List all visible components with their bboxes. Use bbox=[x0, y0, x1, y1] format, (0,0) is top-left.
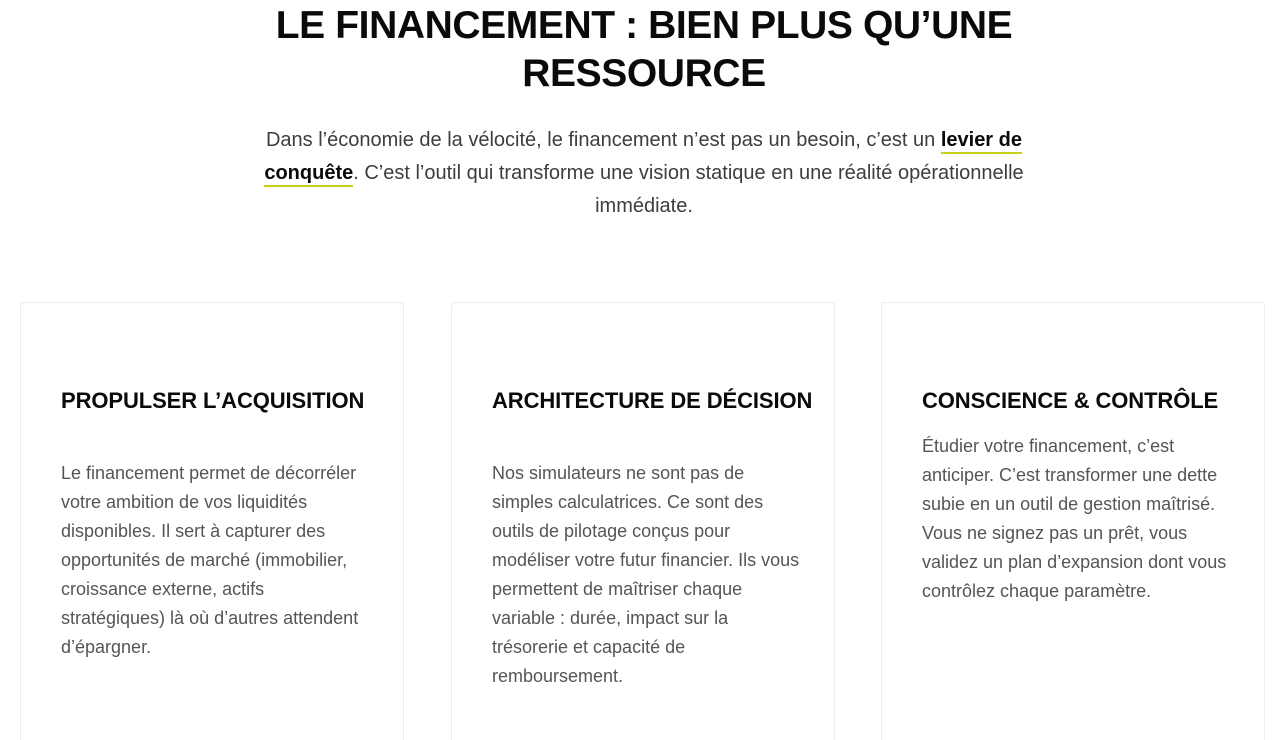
feature-card-title: ARCHITECTURE DE DÉCISION bbox=[492, 388, 813, 413]
feature-card-title: CONSCIENCE & CONTRÔLE bbox=[922, 388, 1219, 413]
intro-paragraph bbox=[222, 124, 1066, 223]
page-title-line-2: RESSOURCE bbox=[522, 52, 766, 95]
intro-text-after: . C’est l’outil qui transforme une vision statique en une réalité opérationnelle immédiate. bbox=[353, 162, 1024, 217]
feature-card-text: Étudier votre financement, c’est anticiper. C’est transformer une dette subie en un outil de gestion maîtrisé. Vous ne signez pas un prêt, vous validez un plan d’expansion dont vous contrôlez chaque paramètre. bbox=[922, 436, 1227, 601]
feature-card-control bbox=[881, 302, 1265, 740]
feature-card-text: Nos simulateurs ne sont pas de simples calculatrices. Ce sont des outils de pilotage conçus pour modéliser votre futur financier. Ils vous permettent de maîtriser chaque variable : durée, impact sur la trésorerie et capacité de remboursement. bbox=[492, 463, 800, 686]
feature-card-decision bbox=[451, 302, 835, 740]
page-title bbox=[0, 0, 1288, 98]
feature-card-acquisition bbox=[20, 302, 404, 740]
feature-card-title: PROPULSER L’ACQUISITION bbox=[61, 388, 365, 413]
page-title-line-1: LE FINANCEMENT : BIEN PLUS QU’UNE bbox=[275, 4, 1013, 47]
intro-text-before: Dans l’économie de la vélocité, le financement n’est pas un besoin, c’est un bbox=[265, 129, 941, 151]
feature-card-text: Le financement permet de décorréler votre ambition de vos liquidités disponibles. Il sert à capturer des opportunités de marché (immobilier, croissance externe, actifs stratégiques) là où d’autres attendent d’épargner. bbox=[61, 463, 359, 657]
intro-highlight: levier de conquête bbox=[264, 129, 1022, 187]
